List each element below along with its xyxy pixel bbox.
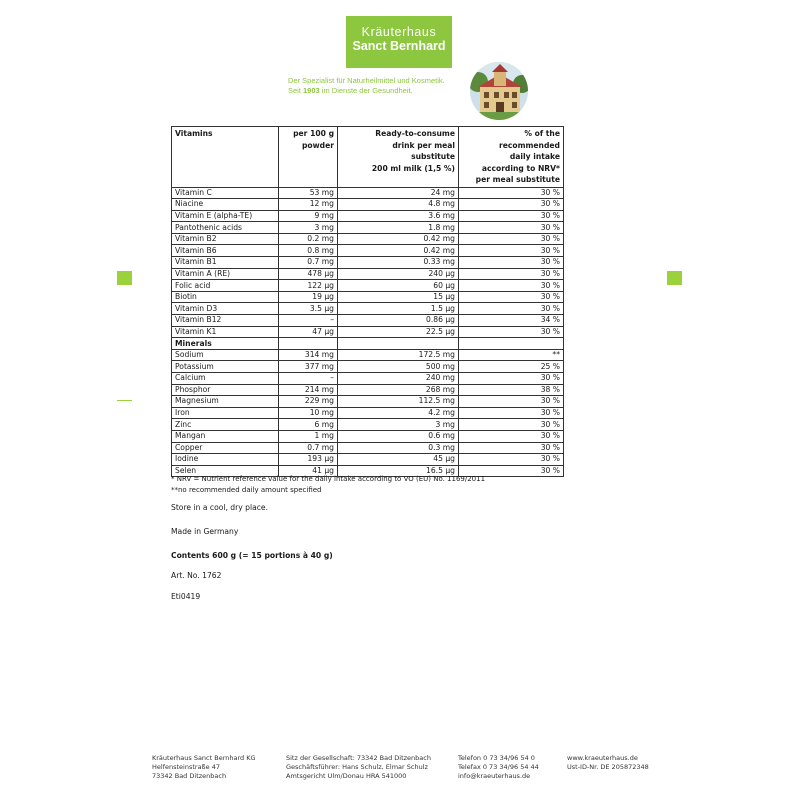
nutrition-table (171, 126, 564, 477)
per-drink-value: 240 mg (338, 373, 459, 385)
nutrient-name: Vitamin B6 (172, 245, 279, 257)
per-100g-value: – (279, 373, 338, 385)
per-drink-value: 16.5 µg (338, 465, 459, 477)
nutrient-name: Magnesium (172, 396, 279, 408)
empty-cell (279, 338, 338, 350)
nutrient-name: Iron (172, 407, 279, 419)
nrv-percent-value: 38 % (459, 384, 564, 396)
per-100g-value: 229 mg (279, 396, 338, 408)
per-drink-value: 1.5 µg (338, 303, 459, 315)
per-drink-value: 0.6 mg (338, 430, 459, 442)
minerals-section-row (172, 338, 564, 350)
nrv-percent-value: 30 % (459, 430, 564, 442)
table-row (172, 210, 564, 222)
nrv-percent-value: 30 % (459, 245, 564, 257)
nrv-percent-value: 30 % (459, 442, 564, 454)
table-row (172, 373, 564, 385)
table-row (172, 187, 564, 199)
header-vitamins: Vitamins (172, 127, 279, 188)
table-row (172, 233, 564, 245)
per-drink-value: 500 mg (338, 361, 459, 373)
footer-city: 73342 Bad Ditzenbach (152, 772, 227, 780)
per-drink-value: 15 µg (338, 291, 459, 303)
nutrient-name: Phosphor (172, 384, 279, 396)
table-row (172, 268, 564, 280)
article-number: Art. No. 1762 (171, 571, 222, 580)
per-100g-value: 12 mg (279, 199, 338, 211)
footer-phone: Telefon 0 73 34/96 54 0 (458, 754, 535, 762)
per-drink-value: 1.8 mg (338, 222, 459, 234)
nutrient-name: Vitamin B2 (172, 233, 279, 245)
table-row (172, 384, 564, 396)
header-nrv-percent: % of the recommended daily intake according to NRV* per meal substitute (459, 127, 564, 188)
origin-text: Made in Germany (171, 527, 239, 536)
table-row (172, 442, 564, 454)
nutrient-name: Vitamin B1 (172, 257, 279, 269)
footer-web (567, 754, 649, 772)
per-drink-value: 60 µg (338, 280, 459, 292)
per-drink-value: 4.8 mg (338, 199, 459, 211)
nrv-percent-value: 30 % (459, 326, 564, 338)
per-drink-value: 112.5 mg (338, 396, 459, 408)
nutrient-name: Vitamin B12 (172, 315, 279, 327)
left-punch-mark (117, 400, 132, 401)
per-100g-value: 6 mg (279, 419, 338, 431)
per-drink-value: 4.2 mg (338, 407, 459, 419)
table-row (172, 407, 564, 419)
nutrient-name: Vitamin A (RE) (172, 268, 279, 280)
per-drink-value: 3.6 mg (338, 210, 459, 222)
nutrient-name: Iodine (172, 454, 279, 466)
nrv-percent-value: 30 % (459, 396, 564, 408)
table-row (172, 257, 564, 269)
table-row (172, 280, 564, 292)
per-100g-value: 47 µg (279, 326, 338, 338)
nutrient-name: Potassium (172, 361, 279, 373)
per-drink-value: 0.33 mg (338, 257, 459, 269)
nrv-percent-value: 30 % (459, 199, 564, 211)
per-drink-value: 24 mg (338, 187, 459, 199)
empty-cell (338, 338, 459, 350)
nutrient-name: Vitamin C (172, 187, 279, 199)
footnotes (171, 474, 485, 495)
table-row (172, 349, 564, 361)
table-row (172, 291, 564, 303)
nutrient-name: Calcium (172, 373, 279, 385)
table-row (172, 222, 564, 234)
storage-text: Store in a cool, dry place. (171, 503, 268, 512)
per-100g-value: 478 µg (279, 268, 338, 280)
per-drink-value: 172.5 mg (338, 349, 459, 361)
nrv-percent-value: 30 % (459, 268, 564, 280)
tagline (288, 76, 445, 96)
nutrient-name: Copper (172, 442, 279, 454)
per-100g-value: 314 mg (279, 349, 338, 361)
footer-vat-id: Ust-ID-Nr. DE 205872348 (567, 763, 649, 771)
per-drink-value: 0.42 mg (338, 233, 459, 245)
per-drink-value: 268 mg (338, 384, 459, 396)
label-code: Eti0419 (171, 592, 201, 601)
nrv-percent-value: 30 % (459, 291, 564, 303)
footer-register: Amtsgericht Ulm/Donau HRA 541000 (286, 772, 407, 780)
per-100g-value: 53 mg (279, 187, 338, 199)
tagline-line-2 (288, 86, 445, 96)
empty-cell (459, 338, 564, 350)
contents-text: Contents 600 g (= 15 portions à 40 g) (171, 551, 333, 560)
logo-line-2: Sanct Bernhard (352, 39, 446, 53)
tagline-post: im Dienste der Gesundheit. (319, 86, 413, 95)
nrv-percent-value: 30 % (459, 465, 564, 477)
per-100g-value: 0.7 mg (279, 442, 338, 454)
per-drink-value: 45 µg (338, 454, 459, 466)
logo-line-1: Kräuterhaus (361, 25, 437, 39)
nutrient-name: Vitamin E (alpha-TE) (172, 210, 279, 222)
tagline-pre: Seit (288, 86, 304, 95)
nrv-percent-value: 30 % (459, 373, 564, 385)
header-ready-drink: Ready-to-consume drink per meal substitute 200 ml milk (1,5 %) (338, 127, 459, 188)
header-per-100g: per 100 g powder (279, 127, 338, 188)
per-100g-value: 9 mg (279, 210, 338, 222)
nutrient-name: Pantothenic acids (172, 222, 279, 234)
nutrient-name: Vitamin D3 (172, 303, 279, 315)
per-drink-value: 3 mg (338, 419, 459, 431)
nrv-percent-value: ** (459, 349, 564, 361)
building-photo (470, 62, 528, 120)
footer-email-link[interactable]: info@kraeuterhaus.de (458, 772, 531, 780)
nrv-percent-value: 30 % (459, 257, 564, 269)
footer-contact (458, 754, 539, 781)
footnote-no-recommendation: **no recommended daily amount specified (171, 485, 322, 494)
table-header-row (172, 127, 564, 188)
nutrient-name: Folic acid (172, 280, 279, 292)
table-row (172, 315, 564, 327)
footer-street: Helfensteinstraße 47 (152, 763, 220, 771)
nrv-percent-value: 30 % (459, 222, 564, 234)
nutrient-name: Zinc (172, 419, 279, 431)
left-fold-mark (117, 271, 132, 285)
nrv-percent-value: 30 % (459, 210, 564, 222)
nrv-percent-value: 30 % (459, 419, 564, 431)
footer-company: Kräuterhaus Sanct Bernhard KG (152, 754, 256, 762)
per-100g-value: 0.2 mg (279, 233, 338, 245)
footer-legal (286, 754, 431, 781)
nrv-percent-value: 30 % (459, 187, 564, 199)
footer-website-link[interactable]: www.kraeuterhaus.de (567, 754, 638, 762)
per-100g-value: – (279, 315, 338, 327)
table-row (172, 430, 564, 442)
table-row (172, 361, 564, 373)
nutrient-name: Sodium (172, 349, 279, 361)
per-100g-value: 1 mg (279, 430, 338, 442)
per-100g-value: 0.7 mg (279, 257, 338, 269)
table-row (172, 454, 564, 466)
footer-managers: Geschäftsführer: Hans Schulz, Elmar Schulz (286, 763, 428, 771)
nrv-percent-value: 30 % (459, 407, 564, 419)
nutrient-name: Vitamin K1 (172, 326, 279, 338)
footer-seat: Sitz der Gesellschaft: 73342 Bad Ditzenbach (286, 754, 431, 762)
nutrient-name: Mangan (172, 430, 279, 442)
nrv-percent-value: 30 % (459, 303, 564, 315)
nrv-percent-value: 30 % (459, 454, 564, 466)
per-100g-value: 0.8 mg (279, 245, 338, 257)
footer-address (152, 754, 256, 781)
minerals-heading: Minerals (172, 338, 279, 350)
nrv-percent-value: 25 % (459, 361, 564, 373)
table-row (172, 396, 564, 408)
per-100g-value: 10 mg (279, 407, 338, 419)
per-drink-value: 22.5 µg (338, 326, 459, 338)
nutrient-name: Biotin (172, 291, 279, 303)
per-drink-value: 0.3 mg (338, 442, 459, 454)
per-drink-value: 0.42 mg (338, 245, 459, 257)
per-100g-value: 41 µg (279, 465, 338, 477)
nrv-percent-value: 30 % (459, 233, 564, 245)
table-row (172, 245, 564, 257)
per-100g-value: 193 µg (279, 454, 338, 466)
nutrient-name: Selen (172, 465, 279, 477)
footnote-nrv: * NRV = Nutrient reference value for the daily intake according to VO (EU) No. 1169/2011 (171, 475, 486, 483)
per-100g-value: 214 mg (279, 384, 338, 396)
tagline-year: 1903 (303, 86, 320, 95)
per-100g-value: 377 mg (279, 361, 338, 373)
tagline-line-1: Der Spezialist für Naturheilmittel und Kosmetik. (288, 76, 445, 85)
nutrition-table-body (172, 187, 564, 477)
nrv-percent-value: 30 % (459, 280, 564, 292)
per-100g-value: 122 µg (279, 280, 338, 292)
right-fold-mark (667, 271, 682, 285)
nutrient-name: Niacine (172, 199, 279, 211)
footer-fax: Telefax 0 73 34/96 54 44 (458, 763, 539, 771)
per-100g-value: 3.5 µg (279, 303, 338, 315)
table-row (172, 419, 564, 431)
table-row (172, 326, 564, 338)
company-logo (346, 16, 452, 68)
nrv-percent-value: 34 % (459, 315, 564, 327)
per-drink-value: 0.86 µg (338, 315, 459, 327)
table-row (172, 199, 564, 211)
table-row (172, 303, 564, 315)
per-drink-value: 240 µg (338, 268, 459, 280)
per-100g-value: 3 mg (279, 222, 338, 234)
per-100g-value: 19 µg (279, 291, 338, 303)
